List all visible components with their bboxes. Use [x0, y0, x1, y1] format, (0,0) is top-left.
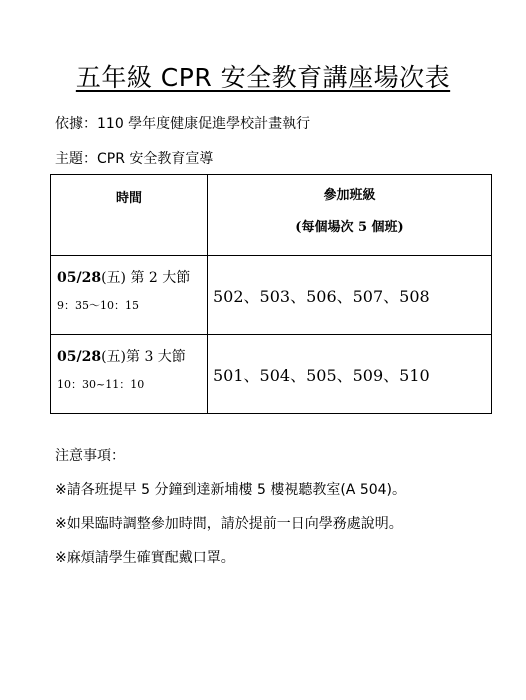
topic-line: 主題：CPR 安全教育宣導	[55, 151, 214, 167]
header-classes	[208, 175, 492, 256]
note-item: ※麻煩請學生確實配戴口罩。	[55, 550, 235, 566]
document-title	[0, 62, 526, 94]
session-period: (五) 第 2 大節	[101, 270, 191, 286]
session-date-line	[57, 268, 207, 288]
basis-line: 依據：110 學年度健康促進學校計畫執行	[55, 116, 311, 132]
note-item: ※如果臨時調整參加時間，請於提前一日向學務處說明。	[55, 516, 403, 532]
header-time: 時間	[51, 175, 208, 256]
session-time-cell	[51, 256, 208, 335]
session-hours: 9：35～10：15	[57, 299, 139, 312]
table-row	[51, 256, 492, 335]
session-date: 05/28	[57, 349, 102, 365]
document-title-text: 五年級 CPR 安全教育講座場次表	[75, 63, 451, 92]
header-classes-label: 參加班級	[323, 188, 376, 203]
session-classes: 502、503、506、507、508	[208, 256, 492, 335]
header-classes-note: (每個場次 5 個班)	[295, 220, 404, 235]
session-date-line	[57, 347, 207, 367]
notes-section	[55, 446, 406, 568]
session-date: 05/28	[57, 270, 102, 286]
session-hours: 10：30~11：10	[57, 378, 145, 391]
table-header-row	[51, 175, 492, 256]
notes-title: 注意事項：	[55, 448, 125, 464]
note-item: ※請各班提早 5 分鐘到達新埔樓 5 樓視聽教室(A 504)。	[55, 482, 407, 498]
session-time-cell	[51, 335, 208, 414]
schedule-table	[50, 174, 492, 414]
session-period: (五)第 3 大節	[101, 349, 186, 365]
session-classes: 501、504、505、509、510	[208, 335, 492, 414]
table-row	[51, 335, 492, 414]
